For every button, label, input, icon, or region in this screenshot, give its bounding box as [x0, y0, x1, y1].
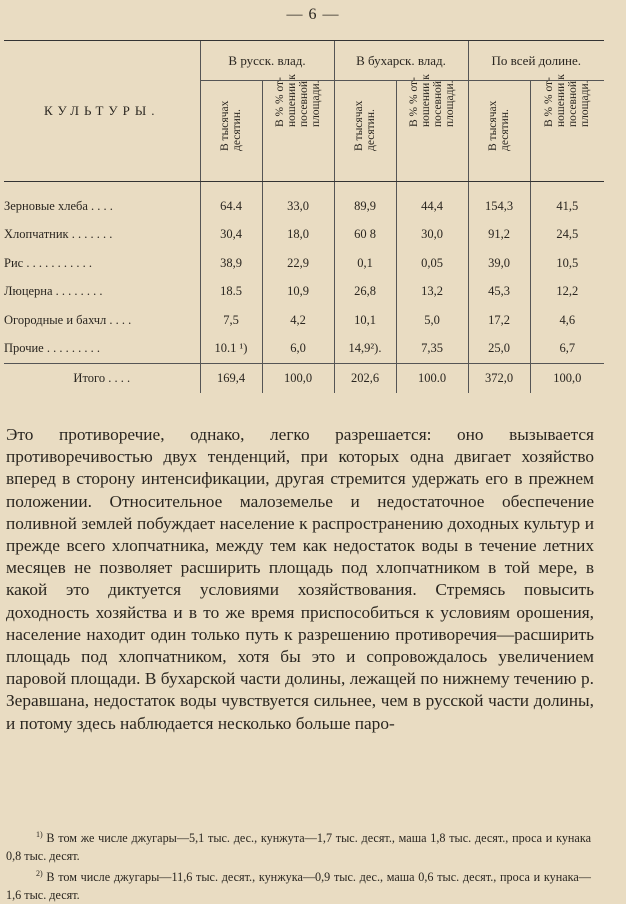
footnote [6, 865, 591, 904]
table-cell: 26,8 [334, 278, 396, 307]
table-cell: 64.4 [200, 182, 262, 221]
table-cell: 17,2 [468, 306, 530, 335]
subheader-thousand-desyatins: В тысячах десятин. [353, 100, 378, 151]
table-cell: 10,5 [530, 249, 604, 278]
table-cell: 38,9 [200, 249, 262, 278]
footnote-text: В том числе джугары—11,6 тыс. десят., кунжука—0,9 тыс. дес., маша 0,6 тыс. десят., проса и кунака—1,6 тыс. десят. [6, 870, 591, 902]
table-cell: 10,9 [262, 278, 334, 307]
crop-area-table [4, 40, 604, 393]
table-cell: 6,0 [262, 335, 334, 364]
table-cell: 4,6 [530, 306, 604, 335]
table-row [4, 221, 604, 250]
group-header-whole-valley: По всей долине. [468, 41, 604, 81]
table-cell: 13,2 [396, 278, 468, 307]
subheader-percent-sown-area: В % % от- ношении к посевной площади. [408, 74, 457, 127]
table-cell: 10.1 ¹) [200, 335, 262, 364]
body-paragraph: Это противоречие, однако, легко разрешается: оно вызывается противоречивостью двух тенденций, при которых одна двигает хозяйство вперед в сторону интенсификации, другая стремится удержать его в прежнем положении. Относительное малоземелье и недостаточное обеспечение поливной землей побуждает население к распространению доходных культур и прежде всего хлопчатника, между тем как недостаток воды в течение летних месяцев не позволяет расширить площадь под хлопчатником в той мере, в какой это диктуется условиями хозяйствования. Стремясь повысить доходность хозяйства и в то же время приспособиться к условиям орошения, население находит один только путь к разрешению противоречия—расширить площадь под хлопчатником, хотя бы это и сопровождалось увеличением паровой площади. В бухарской части долины, лежащей по нижнему течению р. Зеравшана, недостаток воды чувствуется сильнее, чем в русской части долины, и потому здесь наблюдается несколько больше паро- [6, 425, 594, 733]
table-cell: 44,4 [396, 182, 468, 221]
page-number: — 6 — [286, 6, 340, 23]
table-row [4, 249, 604, 278]
footnote [6, 826, 591, 865]
total-cell: 100,0 [262, 364, 334, 393]
table-cell: 7,35 [396, 335, 468, 364]
table-cell: 18,0 [262, 221, 334, 250]
group-header-bukhara: В бухарск. влад. [334, 41, 468, 81]
total-row [4, 364, 604, 393]
table-row [4, 306, 604, 335]
table-row [4, 182, 604, 221]
crop-name: Зерновые хлеба [4, 198, 88, 213]
table-cell: 45,3 [468, 278, 530, 307]
crop-name: Люцерна [4, 284, 53, 299]
group-header-russian: В русск. влад. [200, 41, 334, 81]
table-row [4, 335, 604, 364]
table-cell: 0,1 [334, 249, 396, 278]
footnote-mark: 1) [36, 830, 43, 839]
crop-name: Хлопчатник [4, 227, 69, 242]
total-cell: 372,0 [468, 364, 530, 393]
table-cell: 60 8 [334, 221, 396, 250]
footnotes [6, 826, 591, 904]
table-cell: 22,9 [262, 249, 334, 278]
leader-dots: . . . . . . . . . [46, 341, 100, 356]
table-cell: 39,0 [468, 249, 530, 278]
table-cell: 6,7 [530, 335, 604, 364]
footnote-text: В том же числе джугары—5,1 тыс. дес., кунжута—1,7 тыс. десят., маша 1,8 тыс. десят., проса и кунака 0,8 тыс. десят. [6, 831, 591, 863]
table-cell: 89,9 [334, 182, 396, 221]
leader-dots: . . . . . . . . . . . [26, 255, 92, 270]
subheader-percent-sown-area: В % % от- ношении к посевной площади. [274, 74, 322, 127]
table-cell: 24,5 [530, 221, 604, 250]
total-cell: 169,4 [200, 364, 262, 393]
leader-dots: . . . . [91, 198, 113, 213]
table-cell: 41,5 [530, 182, 604, 221]
total-cell: 202,6 [334, 364, 396, 393]
footnote-mark: 2) [36, 869, 43, 879]
table-cell: 33,0 [262, 182, 334, 221]
leader-dots: . . . . . . . . [55, 284, 103, 299]
total-cell: 100,0 [530, 364, 604, 393]
crop-name: Прочие [4, 341, 44, 356]
total-cell: 100.0 [396, 364, 468, 393]
table-cell: 14,9²). [334, 335, 396, 364]
crop-name: Огородные и бахчл [4, 312, 107, 327]
table-cell: 154,3 [468, 182, 530, 221]
table-cell: 12,2 [530, 278, 604, 307]
leader-dots: . . . . . . . [71, 227, 113, 242]
leader-dots: . . . . [109, 312, 132, 327]
subheader-thousand-desyatins: В тысячах десятин. [219, 100, 243, 151]
table-cell: 10,1 [334, 306, 396, 335]
table-cell: 18.5 [200, 278, 262, 307]
subheader-percent-sown-area: В % % от- ношении к посевной площади. [543, 74, 592, 127]
table-cell: 30,0 [396, 221, 468, 250]
table-cell: 91,2 [468, 221, 530, 250]
total-label: Итого . . . . [4, 364, 200, 393]
table-cell: 30,4 [200, 221, 262, 250]
table-cell: 4,2 [262, 306, 334, 335]
table-row [4, 278, 604, 307]
table-cell: 5,0 [396, 306, 468, 335]
table-cell: 0,05 [396, 249, 468, 278]
table-cell: 7,5 [200, 306, 262, 335]
culture-column-header: КУЛЬТУРЫ. [4, 41, 200, 182]
table-cell: 25,0 [468, 335, 530, 364]
subheader-thousand-desyatins: В тысячах десятин. [487, 100, 512, 151]
crop-name: Рис [4, 255, 24, 270]
